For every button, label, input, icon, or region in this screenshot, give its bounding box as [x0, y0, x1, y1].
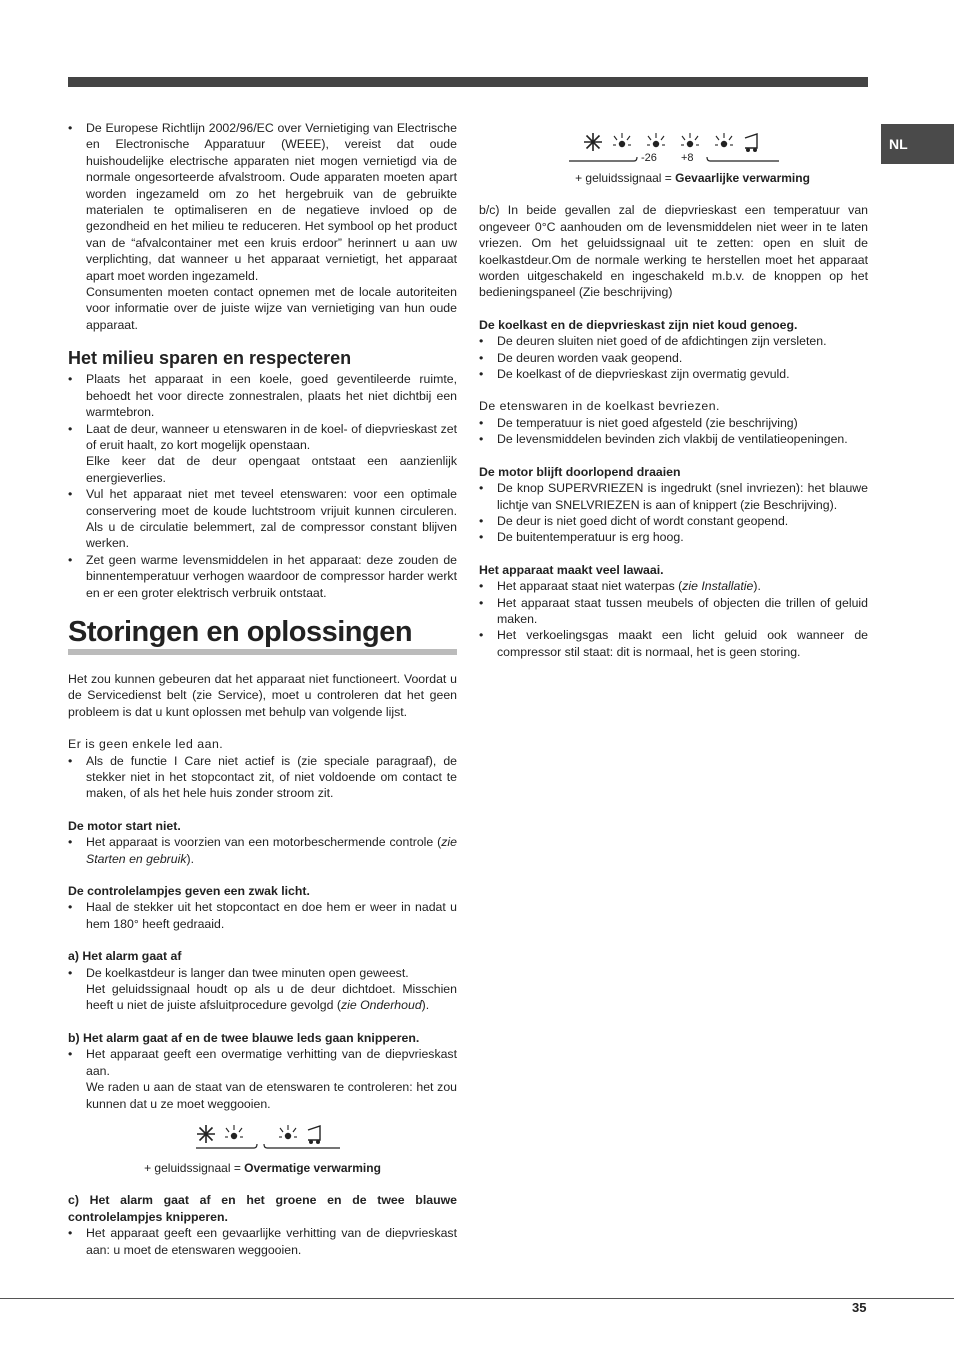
list-item: • Zet geen warme levensmiddelen in het apparaat: deze zouden de binnentemperatuur verhogen waardoor de compressor harder werkt en er een groter elektrisch verbruik ontstaat.	[68, 552, 457, 601]
list-item	[68, 834, 457, 867]
freezer-drawer-icon	[308, 1126, 320, 1143]
doorlopend-list	[479, 480, 868, 546]
text: Het geluidssignaal houdt op als u de deur dichtdoet. Misschien heeft u niet de juiste afsluitprocedure gevolgd (	[86, 982, 457, 1013]
temp-label-right: +8	[681, 152, 694, 164]
motor-start-heading: De motor start niet.	[68, 818, 181, 833]
alarm-c-heading: c) Het alarm gaat af en het groene en de twee blauwe controlelampjes knipperen.	[68, 1193, 457, 1224]
list-item: • De deur is niet goed dicht of wordt constant geopend.	[479, 513, 868, 529]
weee-extra: Consumenten moeten contact opnemen met de locale autoriteiten voor informatie over de juiste wijze van vernietiging van hun oude apparaat.	[86, 285, 457, 332]
blinking-led-icon	[715, 133, 733, 147]
led-list	[68, 753, 457, 802]
list-item: • Het apparaat geeft een gevaarlijke verhitting van de diepvrieskast aan: u moet de etenswaren weggooien.	[68, 1225, 457, 1258]
section-title: Storingen en oplossingen	[68, 615, 413, 648]
top-bar	[68, 77, 868, 87]
list-item-extra: We raden u aan de staat van de etenswaren te controleren: het zou kunnen dat u ze moet weggooien.	[86, 1080, 457, 1111]
list-item: • De temperatuur is niet goed afgesteld (zie beschrijving)	[479, 415, 868, 431]
alarm-b-list	[68, 1046, 457, 1112]
temp-label-left: -26	[641, 152, 657, 164]
milieu-list	[68, 371, 457, 601]
blinking-led-icon	[279, 1125, 297, 1139]
alarm-b-caption	[68, 1160, 457, 1176]
list-item: • De buitentemperatuur is erg hoog.	[479, 529, 868, 545]
blinking-led-icon	[647, 133, 665, 147]
list-item	[68, 421, 457, 487]
motor-start-list	[68, 834, 457, 867]
freezer-drawer-icon	[745, 134, 757, 151]
list-item: • Vul het apparaat niet met teveel etenswaren: voor een optimale conservering moet de koude luchtstroom vrijuit kunnen circuleren. Als u de circulatie belemmert, zal de compressor constant blijven werken.	[68, 486, 457, 552]
footer-rule	[0, 1298, 954, 1299]
intro-paragraph: Het zou kunnen gebeuren dat het apparaat niet functioneert. Voordat u de Servicedienst belt (zie Service), moet u controleren dat het geen probleem is dat u kunt oplossen met behulp van volgende lijst.	[68, 671, 457, 719]
list-item: • Het verkoelingsgas maakt een licht geluid ook wanneer de compressor stil staat: dit is normaal, het is geen storing.	[479, 627, 868, 660]
text: Het apparaat is voorzien van een motorbeschermende controle (	[86, 835, 442, 850]
list-item: • Haal de stekker uit het stopcontact en doe hem er weer in nadat u hem 180° heeft gedraaid.	[68, 899, 457, 932]
list-item: • De deuren sluiten niet goed of de afdichtingen zijn versleten.	[479, 333, 868, 349]
lawaai-list	[479, 578, 868, 660]
title-underline	[68, 649, 457, 655]
left-column	[68, 120, 457, 1258]
text: Het apparaat staat niet waterpas (	[497, 579, 683, 594]
bc-paragraph: b/c) In beide gevallen zal de diepvrieskast een temperatuur van ongeveer 0°C aanhouden om de levensmiddelen niet weer in te laten vriezen. Om het geluidssignaal uit te zetten: open en sluit de koelkastdeur.Om de normale werking te herstellen moet het apparaat worden uitgeschakeld en ingeschakeld m.b.v. de knoppen op het bedieningspaneel (Zie beschrijving)	[479, 203, 868, 300]
right-column	[479, 130, 868, 660]
reference: zie Onderhoud	[340, 998, 422, 1013]
lawaai-heading: Het apparaat maakt veel lawaai.	[479, 562, 664, 577]
list-item: • Het apparaat staat tussen meubels of objecten die trillen of geluid maken.	[479, 595, 868, 628]
text: Het apparaat geeft een overmatige verhitting van de diepvrieskast aan.	[86, 1047, 457, 1078]
list-item	[68, 965, 457, 1014]
caption-bold: Gevaarlijke verwarming	[675, 171, 810, 185]
text: ).	[421, 998, 430, 1013]
list-item: • De knop SUPERVRIEZEN is ingedrukt (snel invriezen): het blauwe lichtje van SNELVRIEZEN is aan of knippert (zie Beschrijving).	[479, 480, 868, 513]
list-item-text: Laat de deur, wanneer u etenswaren in de koel- of diepvrieskast zet of eruit haalt, zo kort mogelijk openstaan.	[86, 421, 457, 452]
text: ).	[186, 851, 195, 866]
lampjes-list	[68, 899, 457, 932]
list-item: • De levensmiddelen bevinden zich vlakbij de ventilatieopeningen.	[479, 431, 868, 447]
caption-text: + geluidssignaal =	[144, 1160, 245, 1175]
language-tab: NL	[881, 124, 954, 164]
milieu-heading: Het milieu sparen en respecteren	[68, 348, 352, 369]
list-item	[68, 120, 457, 333]
lampjes-heading: De controlelampjes geven een zwak licht.	[68, 884, 310, 899]
led-indicator-diagram	[479, 130, 868, 166]
bevriezen-list	[479, 415, 868, 448]
weee-text: De Europese Richtlijn 2002/96/EC over Vernietiging van Electrische en Electronische Apparatuur (WEEE), vereist dat oude huishoudelijke electrische apparaten niet mogen vernietigd via de normale ongesorteerde afvalstroom. Oude apparaten moeten apart worden ingezameld om zo het hergebruik van de gebruikte materialen te optimaliseren en de negatieve invloed op de gezondheid en het milieu te reduceren. Het symbool op het product van de “afvalcontainer met een kruis erdoor” herinnert u aan uw verplichting, dat wanneer u het apparaat vernietigt, het apparaat apart moet worden ingezameld.	[86, 121, 457, 283]
alarm-a-heading: a) Het alarm gaat af	[68, 949, 182, 964]
bracket-lines	[569, 157, 779, 161]
alarm-c-figure	[479, 130, 868, 166]
page-number: 35	[852, 1300, 867, 1315]
bracket-lines	[196, 1144, 340, 1148]
weee-list	[68, 120, 457, 333]
alarm-b-figure	[68, 1122, 457, 1156]
list-item-extra	[86, 981, 457, 1014]
led-heading: Er is geen enkele led aan.	[68, 737, 224, 752]
reference: zie Starten en gebruik	[86, 835, 457, 866]
text: De koelkastdeur is langer dan twee minuten open geweest.	[86, 965, 409, 980]
list-item: • De deuren worden vaak geopend.	[479, 350, 868, 366]
bevriezen-heading: De etenswaren in de koelkast bevriezen.	[479, 399, 720, 414]
blinking-led-icon	[613, 133, 631, 147]
text: ).	[753, 579, 761, 594]
niet-koud-heading: De koelkast en de diepvrieskast zijn niet koud genoeg.	[479, 317, 798, 332]
list-item	[68, 1046, 457, 1112]
niet-koud-list	[479, 333, 868, 382]
caption-bold: Overmatige verwarming	[244, 1160, 381, 1175]
caption-text: + geluidssignaal =	[575, 171, 676, 185]
alarm-a-list	[68, 965, 457, 1014]
alarm-c-caption	[479, 170, 868, 186]
list-item	[479, 578, 868, 594]
list-item: • Plaats het apparaat in een koele, goed geventileerde ruimte, behoedt het voor directe zonnestralen, plaats het niet dichtbij een warmtebron.	[68, 371, 457, 420]
snowflake-icon	[584, 133, 602, 151]
reference: zie Installatie	[682, 579, 754, 594]
alarm-b-heading: b) Het alarm gaat af en de twee blauwe leds gaan knipperen.	[68, 1030, 420, 1045]
list-item: • De koelkast of de diepvrieskast zijn overmatig gevuld.	[479, 366, 868, 382]
alarm-c-list	[68, 1225, 457, 1258]
blinking-led-icon	[681, 133, 699, 147]
snowflake-icon	[197, 1125, 215, 1143]
list-item-extra: Elke keer dat de deur opengaat ontstaat een aanzienlijk energieverlies.	[86, 454, 457, 485]
blinking-led-icon	[225, 1125, 243, 1139]
list-item: • Als de functie I Care niet actief is (zie speciale paragraaf), de stekker niet in het stopcontact zit, of niet voldoende om contact te maken, of als het hele huis zonder stroom zit.	[68, 753, 457, 802]
doorlopend-heading: De motor blijft doorlopend draaien	[479, 464, 681, 479]
led-indicator-diagram	[68, 1122, 457, 1156]
